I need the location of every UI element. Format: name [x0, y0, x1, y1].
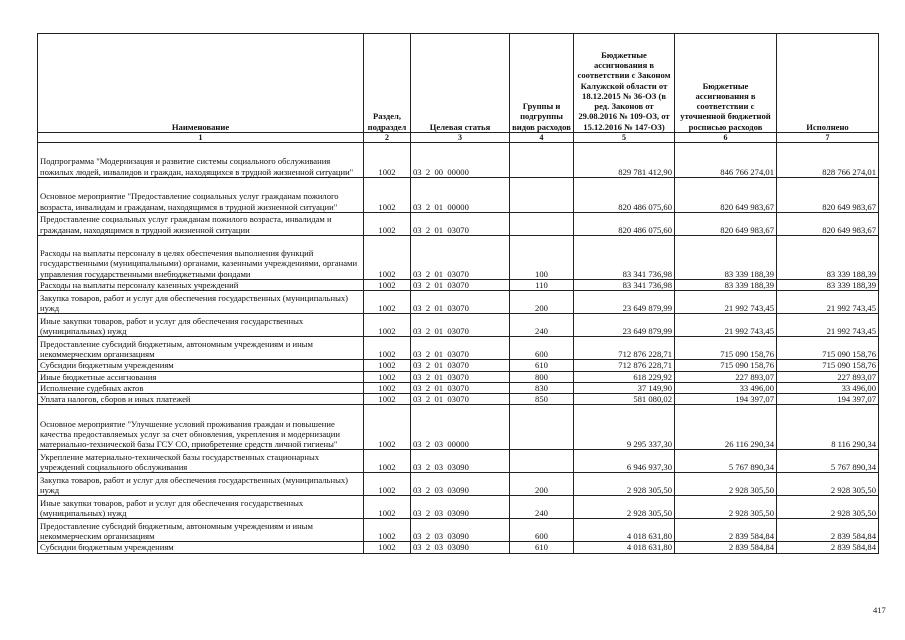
cell-name: Основное мероприятие "Улучшение условий проживания граждан и повышение качества предоставляемых услуг за счет обновления, укрепления и модернизации материально-технической базы ГСУ СО, приобретение средств личной гигиены": [38, 405, 364, 450]
cell-executed: 83 339 188,39: [777, 280, 879, 291]
col-header-section: Раздел, подраздел: [364, 34, 411, 133]
cell-target: 03 2 01 03070: [411, 236, 510, 280]
col-number: 7: [777, 133, 879, 143]
cell-target: 03 2 03 03090: [411, 496, 510, 519]
cell-group: 200: [510, 291, 574, 314]
cell-group: 240: [510, 496, 574, 519]
table-row: [38, 291, 879, 314]
cell-name: Предоставление субсидий бюджетным, автономным учреждениям и иным некоммерческим организациям: [38, 519, 364, 542]
cell-group: 600: [510, 519, 574, 542]
cell-group: 850: [510, 394, 574, 405]
cell-section: 1002: [364, 382, 411, 393]
col-header-group: Группы и подгруппы видов расходов: [510, 34, 574, 133]
cell-refined: 2 928 305,50: [675, 496, 777, 519]
cell-executed: 2 928 305,50: [777, 496, 879, 519]
cell-group: 100: [510, 236, 574, 280]
col-header-name: Наименование: [38, 34, 364, 133]
cell-name: Иные бюджетные ассигнования: [38, 371, 364, 382]
table-row: [38, 371, 879, 382]
cell-law: 23 649 879,99: [574, 314, 675, 337]
col-number: 3: [411, 133, 510, 143]
cell-target: 03 2 03 00000: [411, 405, 510, 450]
table-row: [38, 143, 879, 178]
cell-law: 2 928 305,50: [574, 473, 675, 496]
cell-group: 610: [510, 542, 574, 553]
cell-section: 1002: [364, 394, 411, 405]
cell-refined: 26 116 290,34: [675, 405, 777, 450]
table-row: [38, 542, 879, 553]
table-row: [38, 496, 879, 519]
cell-section: 1002: [364, 473, 411, 496]
cell-name: Иные закупки товаров, работ и услуг для обеспечения государственных (муниципальных) нужд: [38, 314, 364, 337]
cell-section: 1002: [364, 337, 411, 360]
cell-refined: 5 767 890,34: [675, 450, 777, 473]
cell-executed: 828 766 274,01: [777, 143, 879, 178]
cell-refined: 2 839 584,84: [675, 519, 777, 542]
table-row: [38, 382, 879, 393]
budget-table: [37, 33, 879, 554]
table-row: [38, 394, 879, 405]
cell-target: 03 2 03 03090: [411, 542, 510, 553]
cell-name: Расходы на выплаты персоналу казенных учреждений: [38, 280, 364, 291]
cell-group: [510, 213, 574, 236]
cell-group: 200: [510, 473, 574, 496]
table-row: [38, 405, 879, 450]
cell-target: 03 2 01 03070: [411, 360, 510, 371]
cell-target: 03 2 01 03070: [411, 394, 510, 405]
cell-group: [510, 178, 574, 213]
cell-law: 820 486 075,60: [574, 213, 675, 236]
cell-law: 2 928 305,50: [574, 496, 675, 519]
table-row: [38, 360, 879, 371]
cell-group: 110: [510, 280, 574, 291]
cell-group: [510, 405, 574, 450]
cell-refined: 33 496,00: [675, 382, 777, 393]
cell-law: 23 649 879,99: [574, 291, 675, 314]
cell-name: Закупка товаров, работ и услуг для обеспечения государственных (муниципальных) нужд: [38, 473, 364, 496]
cell-section: 1002: [364, 371, 411, 382]
cell-section: 1002: [364, 314, 411, 337]
page-number: 417: [873, 605, 886, 615]
cell-section: 1002: [364, 291, 411, 314]
cell-law: 618 229,92: [574, 371, 675, 382]
cell-name: Предоставление социальных услуг гражданам пожилого возраста, инвалидам и гражданам, находящимся в трудной жизненной ситуации: [38, 213, 364, 236]
cell-refined: 820 649 983,67: [675, 178, 777, 213]
cell-target: 03 2 03 03090: [411, 450, 510, 473]
col-header-refined: Бюджетные ассигнования в соответствии с уточненной бюджетной росписью расходов: [675, 34, 777, 133]
cell-refined: 715 090 158,76: [675, 337, 777, 360]
cell-section: 1002: [364, 496, 411, 519]
col-number: 1: [38, 133, 364, 143]
cell-refined: 227 893,07: [675, 371, 777, 382]
cell-section: 1002: [364, 542, 411, 553]
cell-group: 600: [510, 337, 574, 360]
cell-group: 830: [510, 382, 574, 393]
header-row: [38, 34, 879, 133]
table-row: [38, 473, 879, 496]
col-number: 6: [675, 133, 777, 143]
cell-target: 03 2 01 03070: [411, 382, 510, 393]
cell-law: 4 018 631,80: [574, 519, 675, 542]
cell-section: 1002: [364, 519, 411, 542]
cell-executed: 2 839 584,84: [777, 519, 879, 542]
col-header-executed: Исполнено: [777, 34, 879, 133]
table-row: [38, 213, 879, 236]
cell-law: 581 080,02: [574, 394, 675, 405]
cell-target: 03 2 03 03090: [411, 473, 510, 496]
cell-executed: 715 090 158,76: [777, 337, 879, 360]
cell-name: Подпрограмма "Модернизация и развитие системы социального обслуживания пожилых людей, инвалидов и граждан, находящихся в трудной жизненной ситуации": [38, 143, 364, 178]
cell-refined: 194 397,07: [675, 394, 777, 405]
cell-section: 1002: [364, 213, 411, 236]
cell-executed: 33 496,00: [777, 382, 879, 393]
cell-law: 83 341 736,98: [574, 236, 675, 280]
cell-name: Предоставление субсидий бюджетным, автономным учреждениям и иным некоммерческим организациям: [38, 337, 364, 360]
col-number: 2: [364, 133, 411, 143]
table-row: [38, 178, 879, 213]
cell-target: 03 2 01 03070: [411, 314, 510, 337]
cell-name: Основное мероприятие "Предоставление социальных услуг гражданам пожилого возраста, инвалидам и гражданам, находящимся в трудной жизненной ситуации": [38, 178, 364, 213]
col-number: 4: [510, 133, 574, 143]
cell-refined: 846 766 274,01: [675, 143, 777, 178]
cell-executed: 194 397,07: [777, 394, 879, 405]
cell-law: 6 946 937,30: [574, 450, 675, 473]
cell-name: Уплата налогов, сборов и иных платежей: [38, 394, 364, 405]
cell-executed: 83 339 188,39: [777, 236, 879, 280]
cell-name: Закупка товаров, работ и услуг для обеспечения государственных (муниципальных) нужд: [38, 291, 364, 314]
column-numbers-row: [38, 133, 879, 143]
cell-group: [510, 143, 574, 178]
cell-refined: 715 090 158,76: [675, 360, 777, 371]
cell-executed: 2 839 584,84: [777, 542, 879, 553]
cell-law: 712 876 228,71: [574, 337, 675, 360]
cell-refined: 21 992 743,45: [675, 314, 777, 337]
cell-target: 03 2 01 03070: [411, 213, 510, 236]
table-row: [38, 450, 879, 473]
cell-refined: 2 839 584,84: [675, 542, 777, 553]
cell-law: 829 781 412,90: [574, 143, 675, 178]
cell-law: 820 486 075,60: [574, 178, 675, 213]
cell-law: 83 341 736,98: [574, 280, 675, 291]
cell-section: 1002: [364, 450, 411, 473]
cell-section: 1002: [364, 360, 411, 371]
cell-group: 800: [510, 371, 574, 382]
cell-section: 1002: [364, 236, 411, 280]
cell-target: 03 2 03 03090: [411, 519, 510, 542]
cell-section: 1002: [364, 280, 411, 291]
table-body: [38, 143, 879, 554]
cell-executed: 21 992 743,45: [777, 314, 879, 337]
cell-target: 03 2 01 03070: [411, 280, 510, 291]
cell-executed: 5 767 890,34: [777, 450, 879, 473]
cell-name: Исполнение судебных актов: [38, 382, 364, 393]
table-row: [38, 314, 879, 337]
cell-refined: 820 649 983,67: [675, 213, 777, 236]
cell-refined: 2 928 305,50: [675, 473, 777, 496]
cell-refined: 83 339 188,39: [675, 280, 777, 291]
cell-executed: 8 116 290,34: [777, 405, 879, 450]
cell-target: 03 2 01 00000: [411, 178, 510, 213]
table-row: [38, 337, 879, 360]
col-header-target: Целевая статья: [411, 34, 510, 133]
cell-law: 37 149,90: [574, 382, 675, 393]
cell-refined: 21 992 743,45: [675, 291, 777, 314]
col-header-law: Бюджетные ассигнования в соответствии с Законом Калужской области от 18.12.2015 № 36-ОЗ (в ред. Законов от 29.08.2016 № 109-ОЗ, от 15.12.2016 № 147-ОЗ): [574, 34, 675, 133]
cell-group: 610: [510, 360, 574, 371]
cell-section: 1002: [364, 405, 411, 450]
cell-law: 712 876 228,71: [574, 360, 675, 371]
cell-name: Субсидии бюджетным учреждениям: [38, 360, 364, 371]
col-number: 5: [574, 133, 675, 143]
cell-law: 9 295 337,30: [574, 405, 675, 450]
cell-law: 4 018 631,80: [574, 542, 675, 553]
cell-refined: 83 339 188,39: [675, 236, 777, 280]
cell-executed: 227 893,07: [777, 371, 879, 382]
cell-target: 03 2 01 03070: [411, 371, 510, 382]
cell-name: Субсидии бюджетным учреждениям: [38, 542, 364, 553]
table-row: [38, 519, 879, 542]
cell-executed: 21 992 743,45: [777, 291, 879, 314]
cell-target: 03 2 00 00000: [411, 143, 510, 178]
cell-name: Расходы на выплаты персоналу в целях обеспечения выполнения функций государственными (муниципальными) органами, казенными учреждениями, органами управления государственными внебюджетными фондами: [38, 236, 364, 280]
cell-section: 1002: [364, 178, 411, 213]
table-row: [38, 236, 879, 280]
cell-group: [510, 450, 574, 473]
cell-name: Укрепление материально-технической базы государственных стационарных учреждений социального обслуживания: [38, 450, 364, 473]
cell-group: 240: [510, 314, 574, 337]
cell-executed: 820 649 983,67: [777, 178, 879, 213]
cell-target: 03 2 01 03070: [411, 337, 510, 360]
cell-section: 1002: [364, 143, 411, 178]
cell-target: 03 2 01 03070: [411, 291, 510, 314]
cell-executed: 2 928 305,50: [777, 473, 879, 496]
cell-executed: 715 090 158,76: [777, 360, 879, 371]
cell-name: Иные закупки товаров, работ и услуг для обеспечения государственных (муниципальных) нужд: [38, 496, 364, 519]
cell-executed: 820 649 983,67: [777, 213, 879, 236]
table-row: [38, 280, 879, 291]
